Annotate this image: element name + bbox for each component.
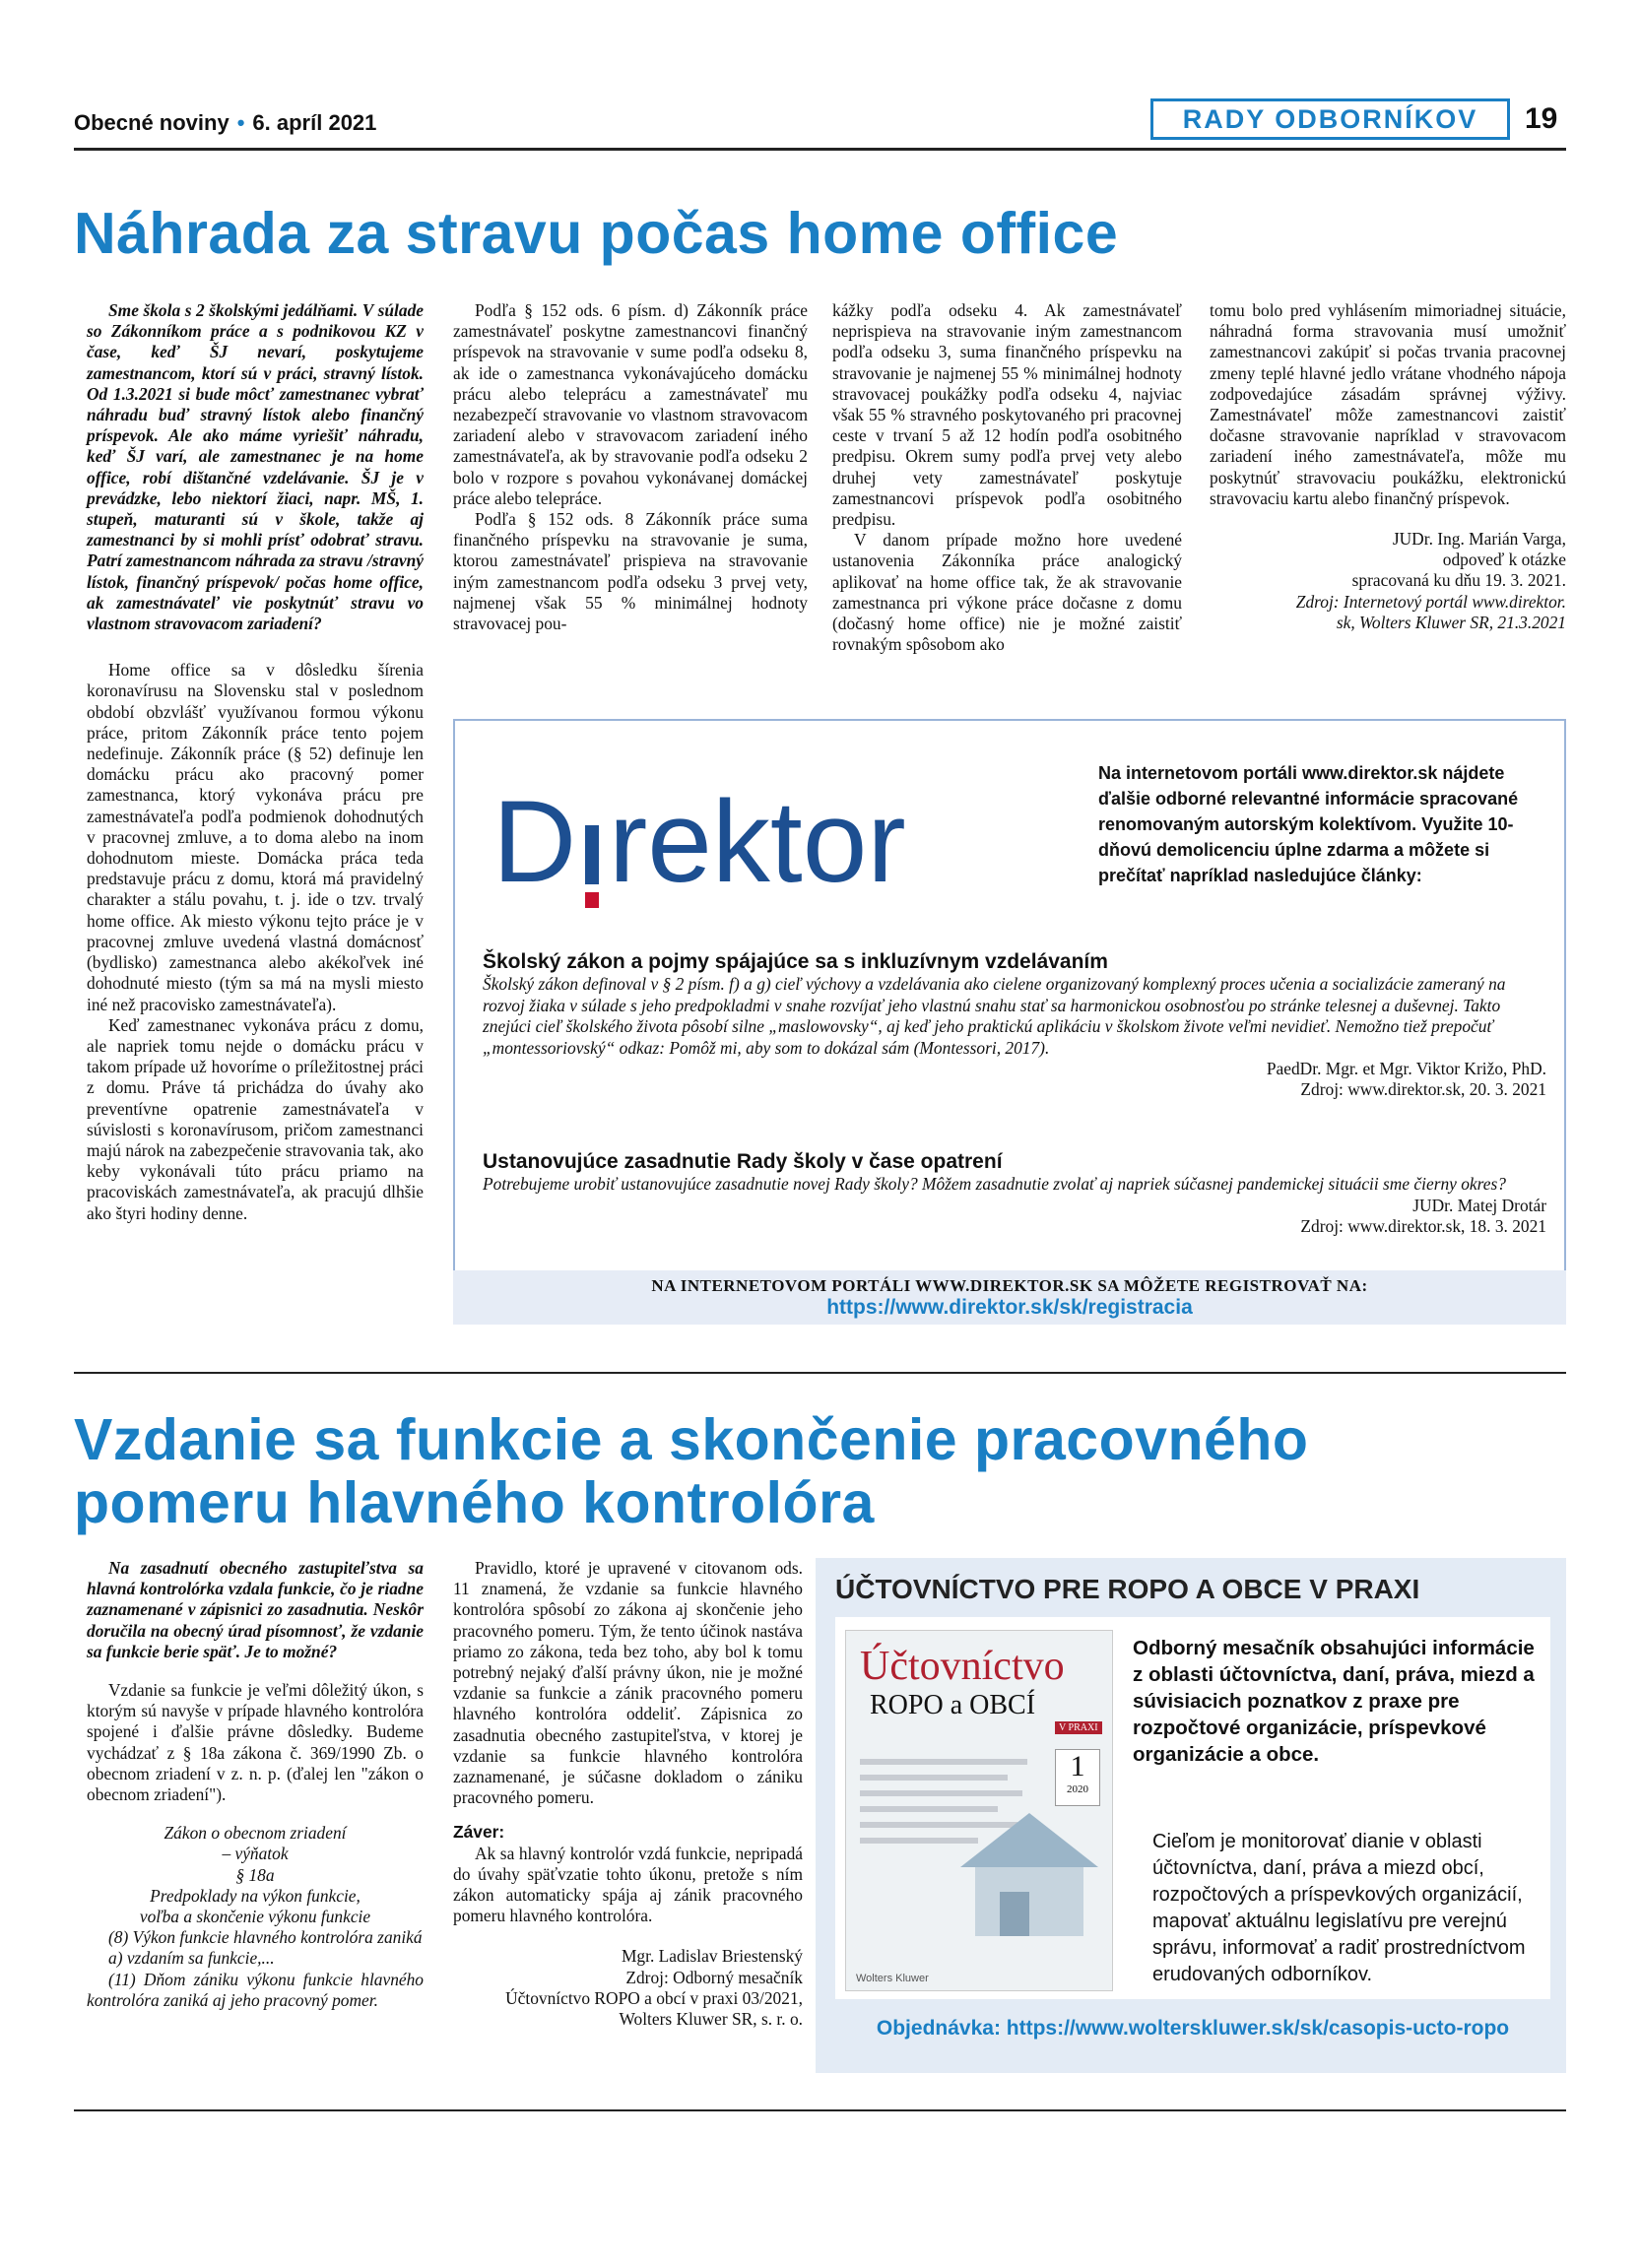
header-rule	[74, 148, 1566, 151]
law-subtitle: voľba a skončenie výkonu funkcie	[139, 1907, 371, 1927]
article2-paragraph: Pravidlo, ktoré je upravené v citovanom ods. 11 znamená, že vzdanie sa funkcie hlavného kontrolóra spôsobí zo zákona aj skončenie jeho pracovného pomeru. Tým, že tento účinok nastáva priamo zo zákona, teda bez toho, aby bol k tomu potrebný nejaký ďalší právny úkon, nie je možné vzdanie sa funkcie a zánik pracovného pomeru hlavného kontrolóra oddeliť. Zápisnica zo zasadnutia obecného zastupiteľstva, v ktorej je vzdanie sa funkcie hlavného kontrolóra zaznamenané, je súčasne dokladom o zániku pracovného pomeru.	[453, 1558, 803, 1808]
article2-paragraph: Vzdanie sa funkcie je veľmi dôležitý úkon, s ktorým sú navyše v prípade hlavného kontrolóra spojené i ďalšie právne dôsledky. Budeme vychádzať z § 18a zákona č. 369/1990 Zb. o obecnom zriadení v z. n. p. (ďalej len "zákon o obecnom zriadení").	[87, 1680, 424, 1805]
direktor-logo-text: rektor	[609, 777, 906, 907]
direktor-article-1	[483, 950, 1546, 1100]
cover-issue-number: 1	[1070, 1750, 1085, 1782]
article1-lead: Sme škola s 2 školskými jedálňami. V súlade so Zákonníkom práce a s podnikovou KZ v čase, keď ŠJ nevarí, poskytujeme zamestnancom, ktorí sú v práci, stravný lístok. Od 1.3.2021 si bude môcť zamestnanec vybrať náhradu buď stravný lístok alebo finančný príspevok. Ale ako máme vyriešiť náhradu, keď ŠJ varí, ale zamestnanec je na home office, robí dištančné vzdelávanie. ŠJ je v prevádzke, lebo niektorí žiaci, napr. MŠ, 1. stupeň, maturanti sú v škole, takže aj zamestnanci by si mohli prísť odobrať stravu. Patrí zamestnancom náhrada za stravu /stravný lístok, finančný príspevok/ počas home office, ak zamestnávateľ vie poskytnúť stravu vo vlastnom stravovacom zariadení?	[87, 300, 424, 634]
logo-i-dot	[585, 892, 599, 908]
paper-name: Obecné noviny	[74, 110, 230, 135]
direktor-promo: Na internetovom portáli www.direktor.sk nájdete ďalšie odborné relevantné informácie spracované renomovaným autorským kolektívom. Využite 10-dňovú demolicenciu úplne zdarma a môžete si prečítať napríklad nasledujúce články:	[1098, 763, 1519, 885]
article1-col4	[1210, 300, 1566, 633]
article2-title-line: Vzdanie sa funkcie a skončenie pracovného	[74, 1407, 1309, 1472]
ucto-title: ÚČTOVNÍCTVO PRE ROPO A OBCE V PRAXI	[835, 1574, 1420, 1604]
author-role: odpoveď k otázke	[1442, 550, 1566, 570]
article1-paragraph: Keď zamestnanec vykonáva prácu z domu, ale napriek tomu nejde o domácku prácu v takom prípade už hovoríme o príležitostnej práci z domu. Práve tá prichádza do úvahy ako preventívne opatrenie zamestnávateľa v súvislosti s koronavírusom, pričom zamestnanci majú nárok na zabezpečenie stravovania tak, ako keby vykonávali túto prácu priamo na pracoviskách zamestnávateľa, ak pracujú dlhšie ako štyri hodiny denne.	[87, 1014, 424, 1223]
cover-title: Účtovníctvo	[860, 1644, 1065, 1689]
direktor-article-text: Potrebujeme urobiť ustanovujúce zasadnutie novej Rady školy? Môžem zasadnutie zvolať aj napriek súčasnej pandemickej situácii sme čierny okres?	[483, 1174, 1506, 1194]
law-excerpt-body	[87, 1927, 424, 2011]
source-line: sk, Wolters Kluwer SR, 21.3.2021	[1336, 612, 1566, 632]
law-name: Zákon o obecnom zriadení	[164, 1823, 347, 1844]
article2-title	[74, 1408, 1308, 1534]
direktor-article-title[interactable]: Ustanovujúce zasadnutie Rady školy v čase opatrení	[483, 1150, 1003, 1173]
magazine-cover	[845, 1630, 1113, 1991]
article1-signature	[1210, 529, 1566, 633]
law-note: – výňatok	[222, 1844, 289, 1864]
section-rule	[74, 1372, 1566, 1374]
source-line: Účtovníctvo ROPO a obcí v praxi 03/2021,	[505, 1987, 803, 2008]
conclusion-heading: Záver:	[453, 1822, 505, 1843]
direktor-article-source: Zdroj: www.direktor.sk, 18. 3. 2021	[1300, 1215, 1546, 1236]
processed-date: spracovaná ku dňu 19. 3. 2021.	[1351, 570, 1566, 591]
ucto-aim: Cieľom je monitorovať dianie v oblasti účtovníctva, daní, práva a miezd obcí, rozpočtových a príspevkových organizácií, mapovať aktuálnu legislatívu pre verejnú správu, informovať a radiť prostredníctvom erudovaných odborníkov.	[1152, 1831, 1526, 1985]
law-paragraph: (8) Výkon funkcie hlavného kontrolóra zaniká	[108, 1927, 423, 1948]
issue-date: 6. apríl 2021	[252, 110, 377, 135]
author-name: Mgr. Ladislav Briestenský	[621, 1946, 803, 1967]
article2-col2	[453, 1558, 803, 2030]
article1-title: Náhrada za stravu počas home office	[74, 201, 1119, 266]
law-excerpt-heading	[87, 1823, 424, 1927]
article2-col1	[87, 1558, 424, 2011]
direktor-article-author: PaedDr. Mgr. et Mgr. Viktor Križo, PhD.	[1266, 1059, 1546, 1078]
article1-paragraph: kážky podľa odseku 4. Ak zamestnávateľ neprispieva na stravovanie iným zamestnancom podľa odseku 3, suma finančného príspevku na stravovanie je najmenej 55 % minimálnej hodnoty stravovacej poukážky podľa odseku 4, najviac však 55 % stravného poskytovaného pri pracovnej ceste v trvaní 5 až 12 hodín podľa osobitného predpisu. Okrem sumy podľa prvej vety alebo druhej vety zamestnávateľ poskytuje zamestnancovi príspevok podľa osobitného predpisu.	[832, 300, 1182, 530]
header-separator: •	[236, 110, 245, 135]
source-line: Zdroj: Odborný mesačník	[625, 1967, 803, 1987]
cover-issue-year: 2020	[1067, 1783, 1088, 1795]
cover-publisher: Wolters Kluwer	[856, 1973, 929, 1984]
law-subtitle: Predpoklady na výkon funkcie,	[150, 1885, 361, 1906]
article2-lead: Na zasadnutí obecného zastupiteľstva sa hlavná kontrolórka vzdala funkcie, čo je riadne zaznamenané v zápisnici zo zasadnutia. Neskôr doručila na obecný úrad písomnosť, že vzdanie sa funkcie berie späť. Je to možné?	[87, 1558, 424, 1661]
source-line: Zdroj: Internetový portál www.direktor.	[1295, 591, 1566, 612]
author-name: JUDr. Ing. Marián Varga,	[1392, 529, 1566, 550]
direktor-article-2	[483, 1150, 1546, 1237]
cover-house-illustration	[941, 1798, 1108, 1946]
law-section: § 18a	[235, 1864, 275, 1885]
conclusion-text: Ak sa hlavný kontrolór vzdá funkcie, nepripadá do úvahy späťvzatie tohto úkonu, pretože s ním zákon automaticky spája aj zánik pracovného pomeru hlavného kontrolóra.	[453, 1843, 803, 1926]
article1-paragraph: tomu bolo pred vyhlásením mimoriadnej situácie, náhradná forma stravovania musí umožniť zamestnancovi zakúpiť si počas trvania pracovnej zmeny teplé hlavné jedlo vrátane vhodného nápoja zodpovedajúce zásadám správnej výživy. Zamestnávateľ môže zamestnancovi zaistiť dočasne stravovanie napríklad v stravovacom zariadení iného zamestnávateľa, môže mu poskytnúť stravovaciu poukážku, elektronickú stravovaciu kartu alebo finančný príspevok.	[1210, 300, 1566, 508]
direktor-article-text: Školský zákon definoval v § 2 písm. f) a g) cieľ výchovy a vzdelávania ako cielene organizovaný komplexný proces učenia a socializácie zameraný na rozvoj žiaka v súlade s jeho predpokladmi v snahe rozvíjať jeho vlastnú snahu stať sa harmonickou osobnosťou po stránke telesnej a duševnej. Takto znejúci cieľ školského života pôsobí silne „maslowovsky“, aj keď jeho praktickú aplikáciu v školskom živote veľmi nevidieť. Nemožno tiež prepočuť „montessoriovský“ odkaz: Pomôž mi, aby som to dokázal sám (Montessori, 2017).	[483, 974, 1506, 1058]
registration-text: NA INTERNETOVOM PORTÁLI WWW.DIREKTOR.SK SA MÔŽETE REGISTROVAŤ NA:	[651, 1276, 1368, 1295]
direktor-logo-text: D	[492, 777, 577, 907]
ucto-description: Odborný mesačník obsahujúci informácie z oblasti účtovníctva, daní, práva, miezd a súvisiacich poznatkov z praxe pre rozpočtové organizácie, príspevkové organizácie a obce.	[1133, 1637, 1535, 1766]
ucto-order-link[interactable]: Objednávka: https://www.wolterskluwer.sk/sk/casopis-ucto-ropo	[876, 2017, 1510, 2040]
article1-col3	[832, 300, 1182, 655]
article1-paragraph: Podľa § 152 ods. 6 písm. d) Zákonník práce zamestnávateľ poskytne zamestnancovi finančný príspevok na stravovanie v sume podľa odseku 8, ak ide o zamestnanca vykonávajúceho domácku prácu alebo teleprácu a zamestnávateľ mu nezabezpečí stravovanie vo vlastnom stravovacom zariadení alebo v stravovacom zariadení iného zamestnávateľa, ak by stravovanie podľa odseku 2 bolo v rozpore s povahou vykonávanej domáckej práce alebo telepráce.	[453, 300, 808, 508]
registration-banner	[453, 1270, 1566, 1325]
article2-signature	[453, 1946, 803, 2030]
page-number: 19	[1525, 102, 1558, 135]
article1-paragraph: Home office sa v dôsledku šírenia koronavírusu na Slovensku stal v poslednom období obzvlášť využívanou formou výkonu práce, pritom Zákonník práce tento pojem nedefinuje. Zákonník práce (§ 52) definuje len domácku prácu ako pracovný pomer zamestnanca, ktorý vykonáva prácu pre zamestnávateľa podľa podmienok dohodnutých v pracovnej zmluve, a to doma alebo na inom dohodnutom mieste. Domácka práca teda predstavuje prácu z domu, ktorá má pravidelný charakter a stálu povahu, t. j. ide o tzv. trvalý home office. Ak miesto výkonu tejto práce je v pracovnej zmluve uvedená vlastná domácnosť (bydlisko) zamestnanca alebo akékoľvek iné dohodnuté miesto (tým sa má na mysli miesto iné než pracovisko zamestnávateľa).	[87, 660, 424, 1014]
cover-subtitle: ROPO a OBCÍ	[870, 1690, 1036, 1720]
registration-link[interactable]: https://www.direktor.sk/sk/registracia	[826, 1296, 1193, 1319]
footer-rule	[74, 2109, 1566, 2111]
section-label: RADY ODBORNÍKOV	[1150, 98, 1510, 140]
article1-col1	[87, 300, 424, 1224]
direktor-article-source: Zdroj: www.direktor.sk, 20. 3. 2021	[1300, 1079, 1546, 1100]
logo-i-stem	[585, 825, 599, 884]
page-header	[74, 110, 376, 136]
source-line: Wolters Kluwer SR, s. r. o.	[619, 2009, 803, 2030]
direktor-article-title[interactable]: Školský zákon a pojmy spájajúce sa s inkluzívnym vzdelávaním	[483, 950, 1108, 973]
article1-paragraph: V danom prípade možno hore uvedené ustanovenia Zákonníka práce analogický aplikovať na home office tak, že ak stravovanie zamestnanca pri výkone práce dočasne z domu (dočasný home office) nie je možné zaistiť rovnakým spôsobom ako	[832, 530, 1182, 655]
direktor-article-author: JUDr. Matej Drotár	[1412, 1195, 1546, 1215]
article1-col2	[453, 300, 808, 634]
article1-paragraph: Podľa § 152 ods. 8 Zákonník práce suma finančného príspevku na stravovanie je suma, ktorou zamestnávateľ prispieva na stravovanie iným zamestnancom podľa odseku 3 prvej vety, najmenej však 55 % minimálnej hodnoty stravovacej pou-	[453, 509, 808, 634]
cover-tag: V PRAXI	[1055, 1721, 1102, 1734]
article2-title-line: pomeru hlavného kontrolóra	[74, 1470, 875, 1535]
law-paragraph: (11) Dňom zániku výkonu funkcie hlavného kontrolóra zaniká aj jeho pracovný pomer.	[87, 1969, 424, 2010]
law-paragraph: a) vzdaním sa funkcie,...	[108, 1948, 275, 1969]
direktor-logo	[483, 768, 1015, 926]
